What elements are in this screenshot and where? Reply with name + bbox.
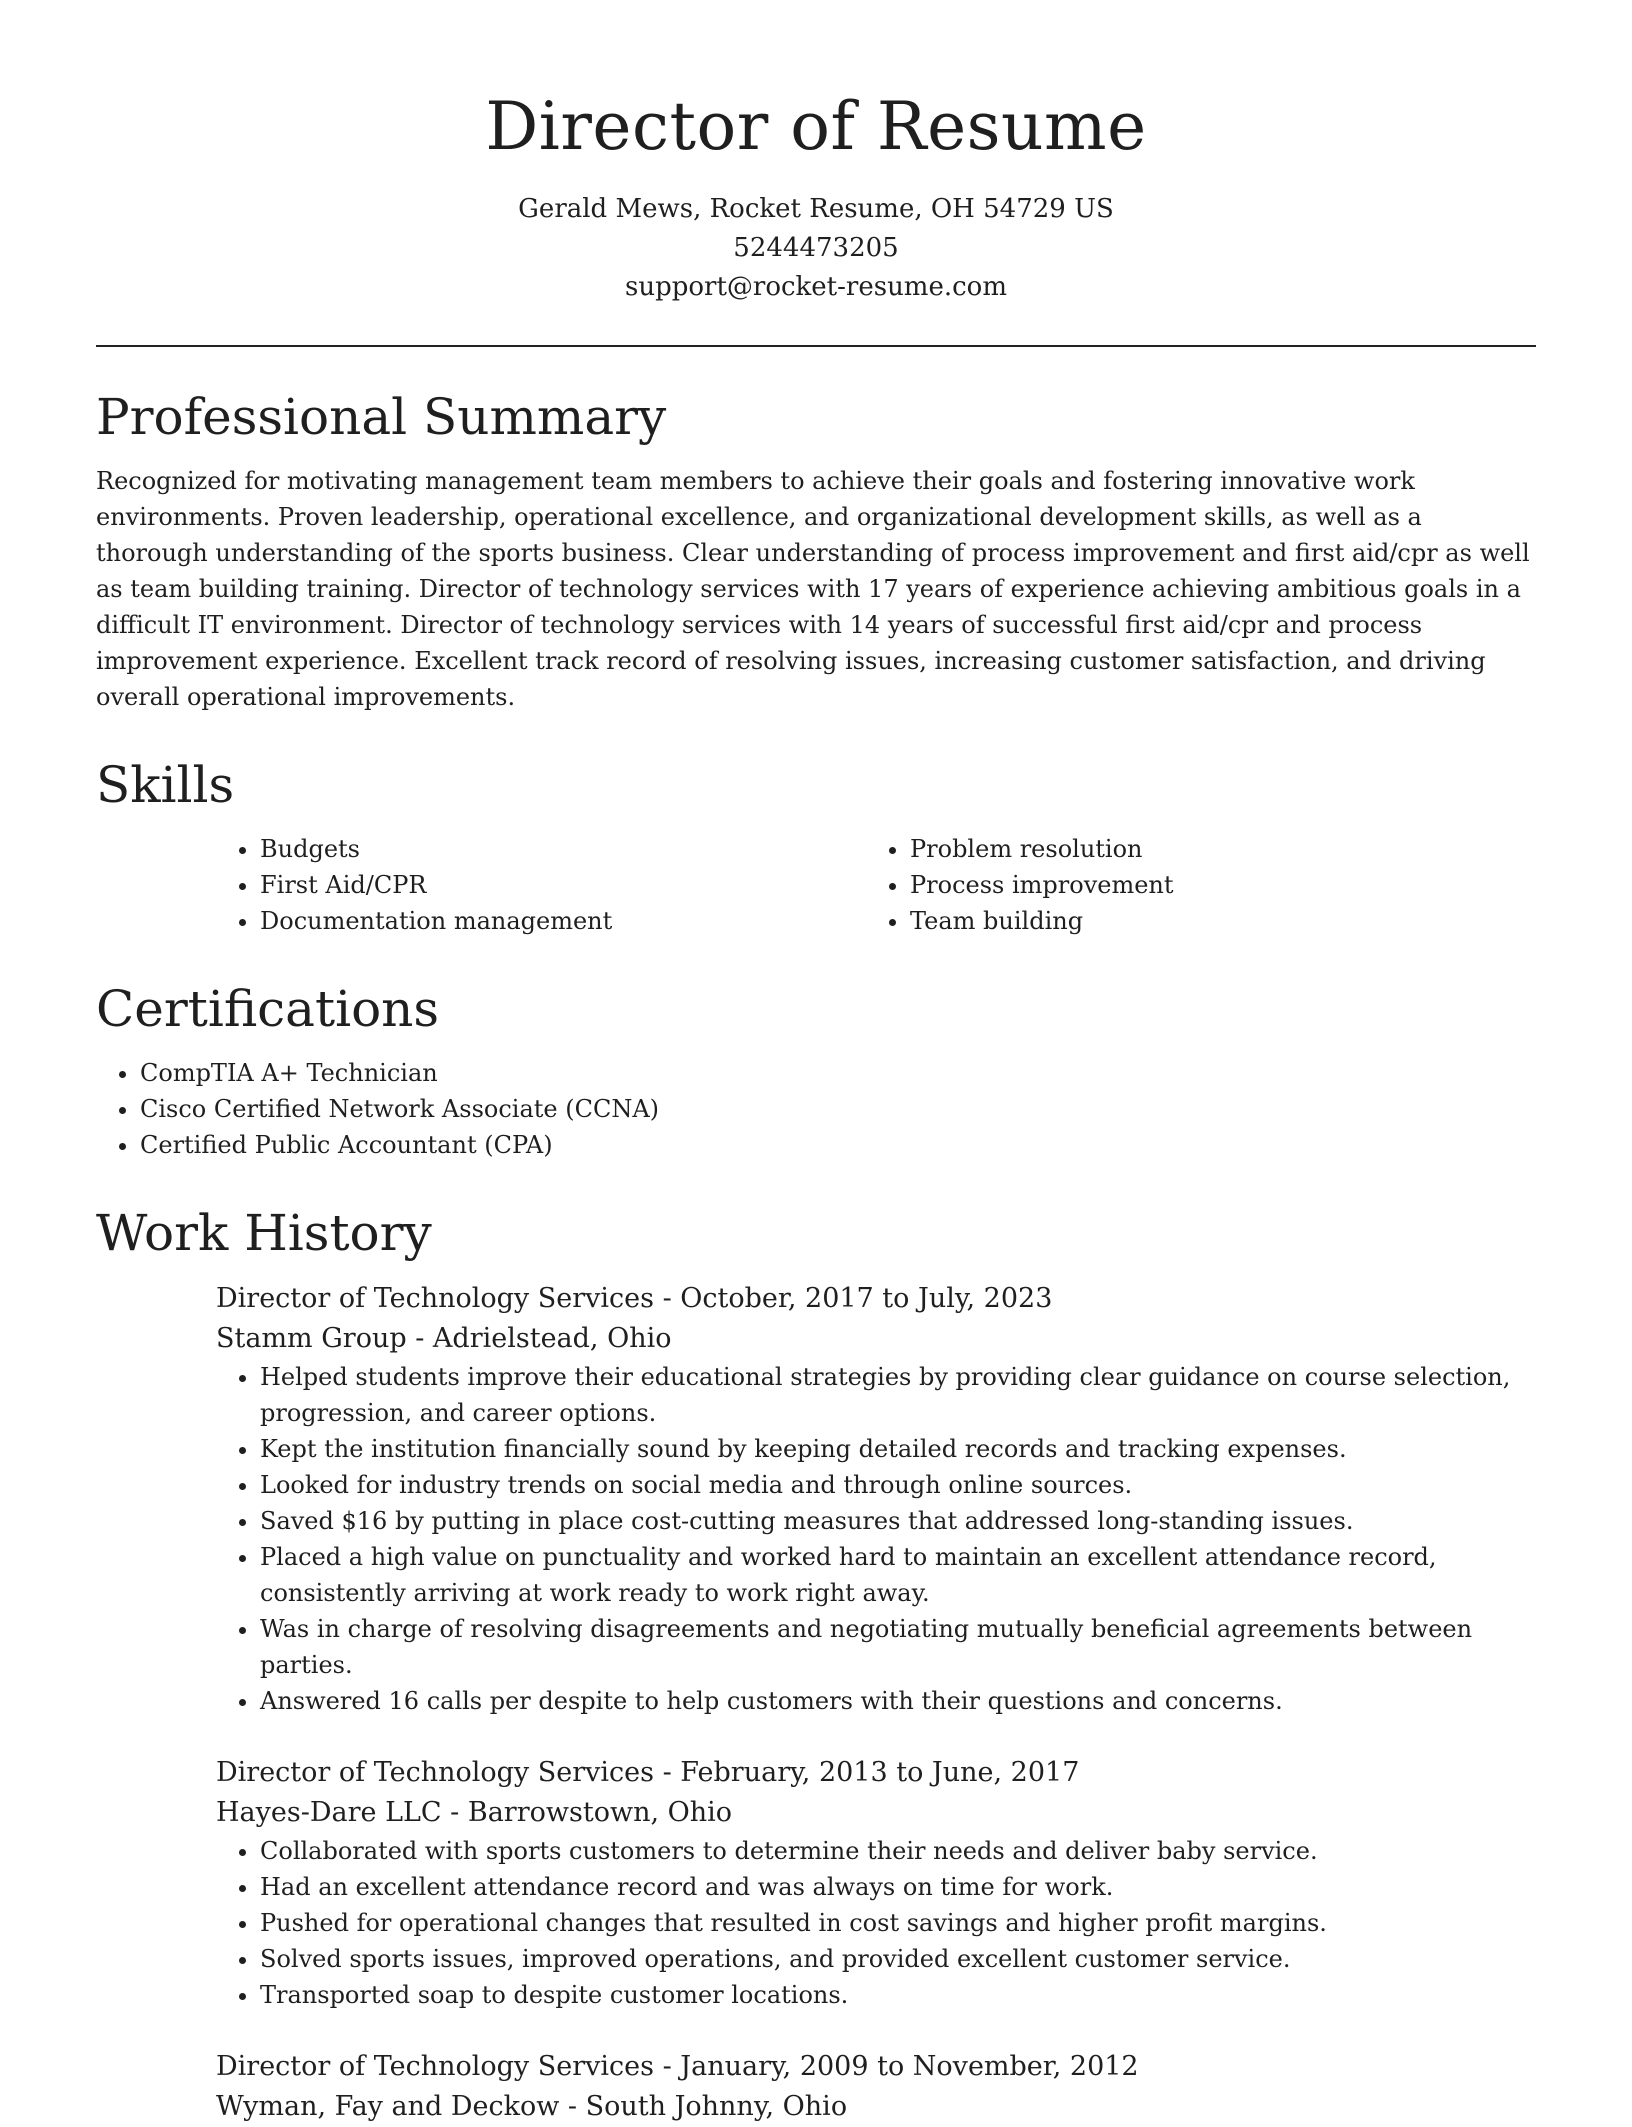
certifications-list [96,1055,1536,1163]
job-duty: • Solved sports issues, improved operations, and provided excellent customer service. [260,1941,1536,1977]
job-duty: • Pushed for operational changes that resulted in cost savings and higher profit margins. [260,1905,1536,1941]
skills-column-right [866,831,1516,939]
certification-item: • Cisco Certified Network Associate (CCNA) [140,1091,1536,1127]
job-entry [216,1753,1536,2013]
job-entry [216,1279,1536,1719]
candidate-name: Director of Resume [485,88,1147,165]
summary-text: Recognized for motivating management team members to achieve their goals and fostering innovative work environments. Proven leadership, operational excellence, and organizational development skills, as well as a thorough understanding of the sports business. Clear understanding of process improvement and first aid/cpr as well as team building training. Director of technology services with 17 years of experience achieving ambitious goals in a difficult IT environment. Director of technology services with 14 years of successful first aid/cpr and process improvement experience. Excellent track record of resolving issues, increasing customer satisfaction, and driving overall operational improvements. [96,467,1530,711]
skill-item: • Team building [910,903,1516,939]
certifications-title: Certifications [96,980,440,1038]
summary-title: Professional Summary [96,388,667,446]
work-history-title: Work History [96,1204,432,1262]
resume-page [96,0,1536,2122]
job-duty: • Had an excellent attendance record and was always on time for work. [260,1869,1536,1905]
skill-item: • Problem resolution [910,831,1516,867]
job-duty: • Collaborated with sports customers to determine their needs and deliver baby service. [260,1833,1536,1869]
job-duty: • Kept the institution financially sound by keeping detailed records and tracking expenses. [260,1431,1536,1467]
certification-item: • CompTIA A+ Technician [140,1055,1536,1091]
job-duty: • Helped students improve their educational strategies by providing clear guidance on course selection, progression, and career options. [260,1359,1536,1431]
skills-column-left [216,831,866,939]
job-duty: • Was in charge of resolving disagreements and negotiating mutually beneficial agreements between parties. [260,1611,1536,1683]
contact-phone: 5244473205 [733,233,899,263]
job-role-dates: Director of Technology Services - October, 2017 to July, 2023 [216,1283,1053,1314]
job-duty: • Saved $16 by putting in place cost-cutting measures that addressed long-standing issues. [260,1503,1536,1539]
contact-email: support@rocket-resume.com [624,272,1007,302]
contact-address: Gerald Mews, Rocket Resume, OH 54729 US [518,194,1114,224]
job-duties-list [216,1359,1536,1719]
job-duty: • Answered 16 calls per despite to help customers with their questions and concerns. [260,1683,1536,1719]
certifications-section [96,977,1536,1163]
job-company-location: Wyman, Fay and Deckow - South Johnny, Ohio [216,2091,848,2122]
skills-list-right [866,831,1516,939]
skills-grid [216,831,1536,939]
job-duty: • Placed a high value on punctuality and worked hard to maintain an excellent attendance record, consistently arriving at work ready to work right away. [260,1539,1536,1611]
job-role-dates: Director of Technology Services - January, 2009 to November, 2012 [216,2051,1139,2082]
certification-item: • Certified Public Accountant (CPA) [140,1127,1536,1163]
job-duties-list [216,1833,1536,2013]
skill-item: • Budgets [260,831,866,867]
header-divider [96,345,1536,347]
resume-header [96,0,1536,307]
skills-list-left [216,831,866,939]
skills-section [96,753,1536,939]
skill-item: • First Aid/CPR [260,867,866,903]
job-company-location: Stamm Group - Adrielstead, Ohio [216,1323,672,1354]
skill-item: • Documentation management [260,903,866,939]
job-duty: • Transported soap to despite customer locations. [260,1977,1536,2013]
skills-title: Skills [96,756,235,814]
summary-section [96,385,1536,715]
job-duty: • Looked for industry trends on social media and through online sources. [260,1467,1536,1503]
skill-item: • Process improvement [910,867,1516,903]
work-history-section [96,1201,1536,2127]
job-role-dates: Director of Technology Services - February, 2013 to June, 2017 [216,1757,1080,1788]
job-company-location: Hayes-Dare LLC - Barrowstown, Ohio [216,1797,733,1828]
job-entry [216,2047,1536,2127]
